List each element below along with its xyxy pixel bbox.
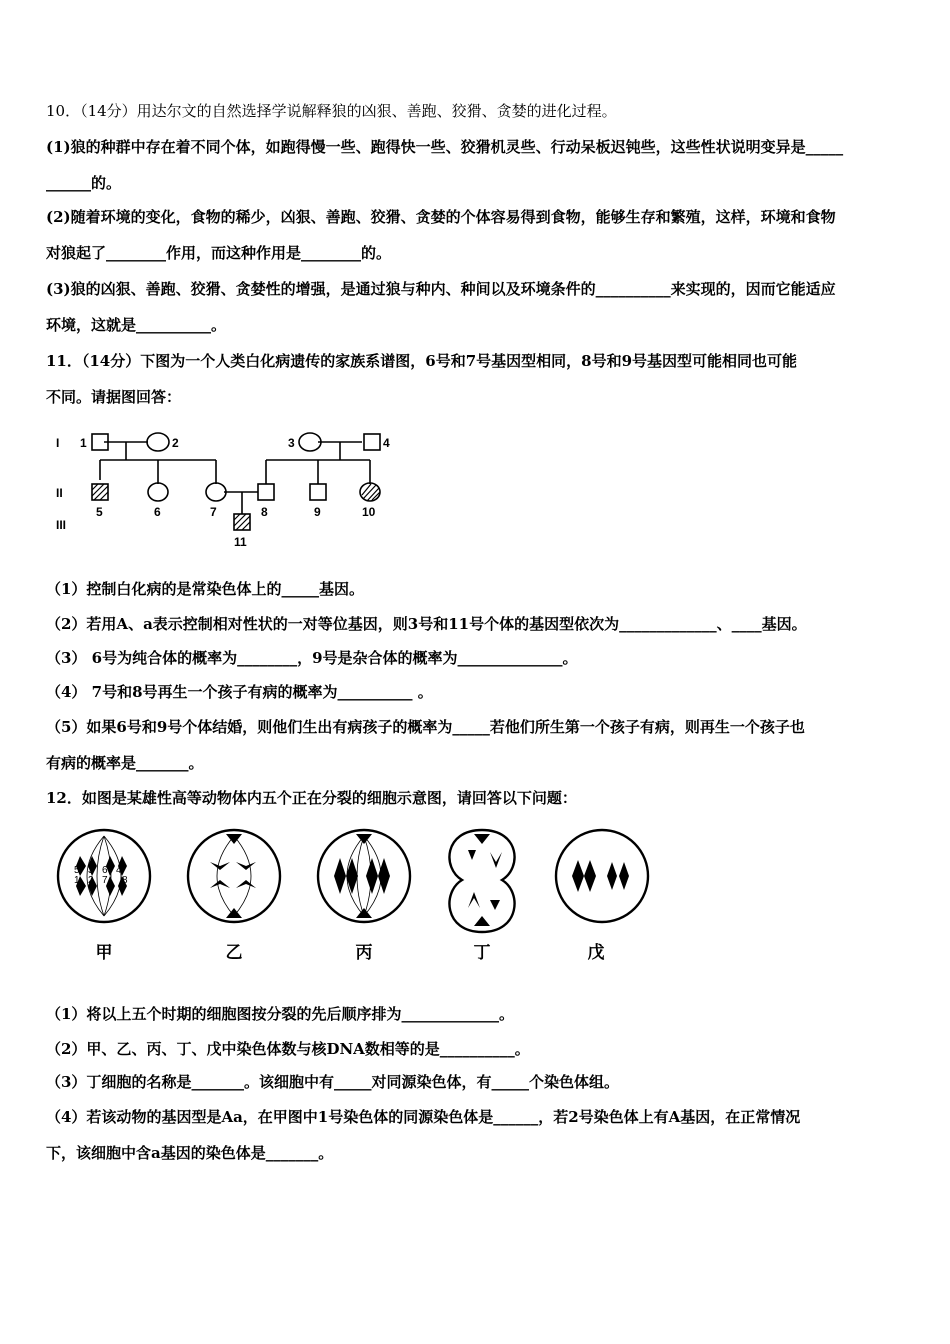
pedigree-id-label: 6 xyxy=(154,505,161,519)
cell-label-jia: 甲 xyxy=(95,943,113,962)
q11-sub2: （2）若用A、a表示控制相对性状的一对等位基因，则3号和11号个体的基因型依次为_____________、____基因。 xyxy=(46,615,807,633)
pedigree-chart xyxy=(52,428,402,550)
chromosome-number: 2 xyxy=(88,875,94,886)
pedigree-individual-11-affected-male xyxy=(234,514,250,530)
pedigree-gen-label: III xyxy=(56,518,67,532)
pedigree-id-label: 8 xyxy=(261,505,268,519)
q12-sub1: （1）将以上五个时期的细胞图按分裂的先后顺序排为_____________。 xyxy=(46,1005,514,1023)
chromosomes-ding xyxy=(468,850,502,910)
chromosome-number: 4 xyxy=(116,865,122,876)
pedigree-individual-6-female xyxy=(148,483,168,501)
q11-header-line1: 11．（14分）下图为一个人类白化病遗传的家族系谱图，6号和7号基因型相同，8号和9号基因型可能相同也可能 xyxy=(46,352,798,370)
pedigree-id-label: 3 xyxy=(288,436,295,450)
pedigree-individual-5-affected-male xyxy=(92,484,108,500)
chromosomes-wu xyxy=(572,860,629,892)
pedigree-individual-4-male xyxy=(364,434,380,450)
pedigree-id-label: 1 xyxy=(80,436,87,450)
pedigree-individual-8-male xyxy=(258,484,274,500)
chromosome-number: 5 xyxy=(74,865,80,876)
q10-part2-line2: 对狼起了________作用，而这种作用是________的。 xyxy=(46,244,392,262)
q12-sub2: （2）甲、乙、丙、丁、戊中染色体数与核DNA数相等的是__________。 xyxy=(46,1040,530,1058)
chromosome-number: 1 xyxy=(74,875,80,886)
pedigree-individual-9-male xyxy=(310,484,326,500)
chromosome-number: 6 xyxy=(102,865,108,876)
pedigree-gen-label: I xyxy=(56,436,60,450)
cell-label-ding: 丁 xyxy=(473,943,491,962)
chromosome-number: 8 xyxy=(122,875,128,886)
chromosome-number: 3 xyxy=(88,865,94,876)
q12-sub4-line1: （4）若该动物的基因型是Aa，在甲图中1号染色体的同源染色体是______，若2号染色体上有A基因，在正常情况 xyxy=(46,1108,801,1126)
pedigree-id-label: 11 xyxy=(234,535,247,549)
q11-sub5-line1: （5）如果6号和9号个体结婚，则他们生出有病孩子的概率为_____若他们所生第一个孩子有病，则再生一个孩子也 xyxy=(46,718,805,736)
q11-sub1: （1）控制白化病的是常染色体上的_____基因。 xyxy=(46,580,364,598)
q11-header-line2: 不同。请据图回答： xyxy=(46,388,182,406)
pedigree-gen-label: II xyxy=(56,486,63,500)
q11-sub4: （4） 7号和8号再生一个孩子有病的概率为__________ 。 xyxy=(46,683,433,701)
cell-label-yi: 乙 xyxy=(225,943,243,962)
pedigree-id-label: 2 xyxy=(172,436,179,450)
q10-header: 10．（14分）用达尔文的自然选择学说解释狼的凶狠、善跑、狡猾、贪婪的进化过程。 xyxy=(46,102,617,120)
pedigree-individual-2-female xyxy=(147,433,169,451)
centrosomes-yi xyxy=(226,834,242,918)
pedigree-id-label: 9 xyxy=(314,505,321,519)
q10-part1-line2: ______的。 xyxy=(46,174,122,192)
q12-header: 12．如图是某雄性高等动物体内五个正在分裂的细胞示意图，请回答以下问题： xyxy=(46,789,577,807)
pedigree-individual-3-female xyxy=(299,433,321,451)
pedigree-id-label: 10 xyxy=(362,505,376,519)
q11-sub5-line2: 有病的概率是_______。 xyxy=(46,754,204,772)
q11-sub3: （3） 6号为纯合体的概率为________，9号是杂合体的概率为______________。 xyxy=(46,649,578,667)
q10-part3-line2: 环境，这就是__________。 xyxy=(46,316,227,334)
q10-part1-line1: (1)狼的种群中存在着不同个体，如跑得慢一些、跑得快一些、狡猾机灵些、行动呆板迟钝些，这些性状说明变异是_____ xyxy=(46,138,844,156)
q10-part2-line1: (2)随着环境的变化，食物的稀少，凶狠、善跑、狡猾、贪婪的个体容易得到食物，能够生存和繁殖，这样，环境和食物 xyxy=(46,208,836,226)
cell-label-bing: 丙 xyxy=(355,943,373,962)
chromosomes-bing xyxy=(334,858,390,894)
cell-division-figure xyxy=(50,820,670,970)
pedigree-id-label: 5 xyxy=(96,505,103,519)
q10-part3-line1: (3)狼的凶狠、善跑、狡猾、贪婪性的增强，是通过狼与种内、种间以及环境条件的__________来实现的，因而它能适应 xyxy=(46,280,836,298)
cell-label-wu: 戊 xyxy=(587,943,605,962)
q12-sub3: （3）丁细胞的名称是_______。该细胞中有_____对同源染色体，有_____个染色体组。 xyxy=(46,1073,619,1091)
pedigree-id-label: 7 xyxy=(210,505,217,519)
pedigree-id-label: 4 xyxy=(383,436,390,450)
pedigree-individual-7-female xyxy=(206,483,226,501)
cell-wu xyxy=(556,830,648,922)
chromosome-number: 7 xyxy=(102,875,108,886)
centrosomes-ding xyxy=(474,834,490,926)
q12-sub4-line2: 下，该细胞中含a基因的染色体是_______。 xyxy=(46,1144,334,1162)
